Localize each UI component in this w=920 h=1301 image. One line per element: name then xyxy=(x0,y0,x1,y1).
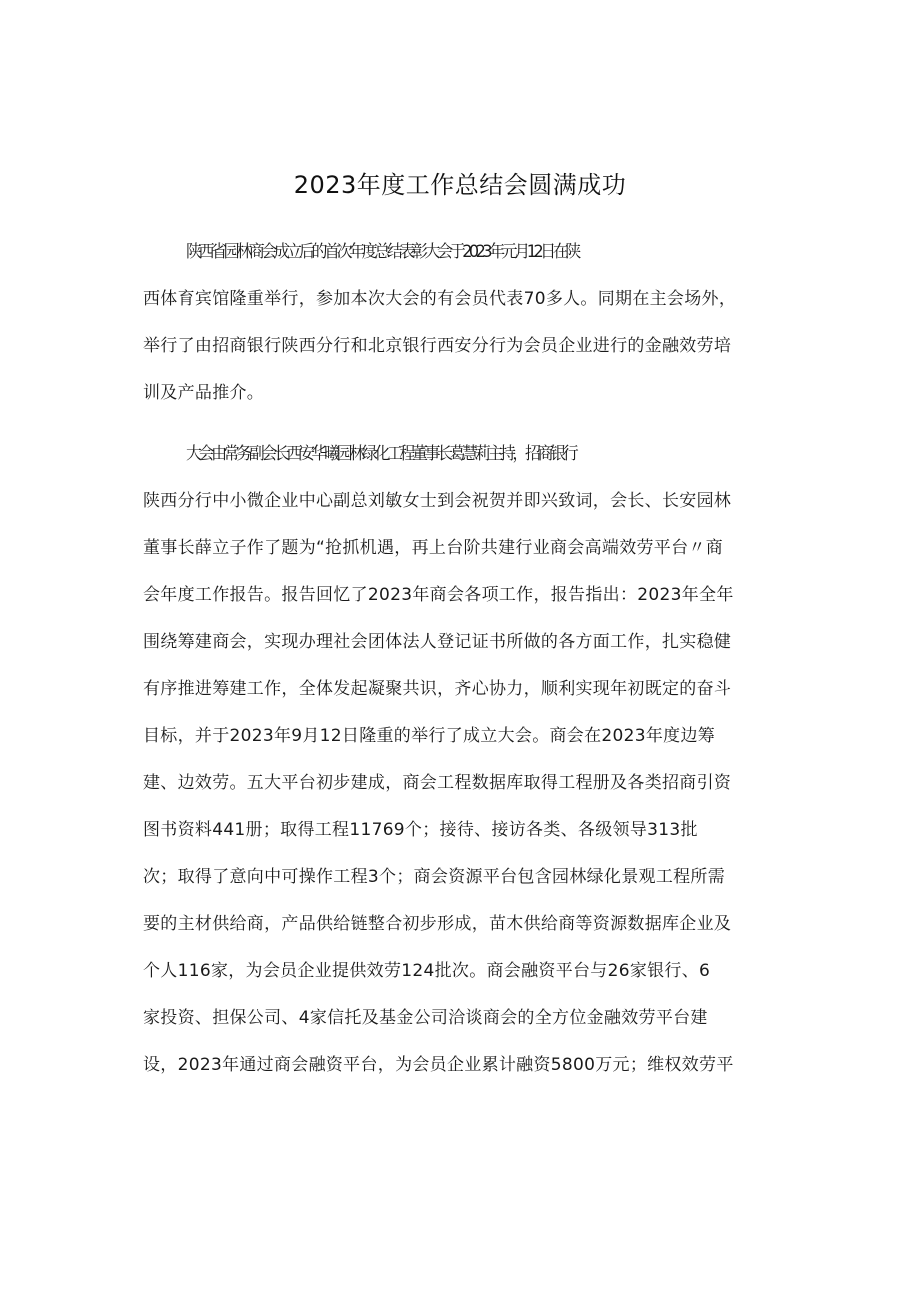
paragraph-line: 设，2023年通过商会融资平台，为会员企业累计融资5800万元；维权效劳平 xyxy=(143,1055,734,1075)
paragraph-line: 西体育宾馆隆重举行，参加本次大会的有会员代表70多人。同期在主会场外， xyxy=(143,289,737,309)
paragraph-line: 训及产品推介。 xyxy=(143,383,265,403)
paragraph-line: 大会由常务副会长西安华曦园林绿化工程董事长葛慧莉主持，招商银行 xyxy=(186,444,576,464)
paragraph-line: 次；取得了意向中可操作工程3个；商会资源平台包含园林绿化景观工程所需 xyxy=(143,867,726,887)
paragraph-line: 陕西分行中小微企业中心副总刘敏女士到会祝贺并即兴致词，会长、长安园林 xyxy=(143,491,732,511)
paragraph-line: 围绕筹建商会，实现办理社会团体法人登记证书所做的各方面工作，扎实稳健 xyxy=(143,632,732,652)
document-title: 2023年度工作总结会圆满成功 xyxy=(293,171,627,199)
paragraph-line: 有序推进筹建工作，全体发起凝聚共识，齐心协力，顺利实现年初既定的奋斗 xyxy=(143,679,732,699)
paragraph-line: 董事长薛立子作了题为“抢抓机遇，再上台阶共建行业商会高端效劳平台〃商 xyxy=(143,538,724,558)
paragraph-line: 要的主材供给商，产品供给链整合初步形成，苗木供给商等资源数据库企业及 xyxy=(143,914,732,934)
paragraph-line: 陕西省园林商会成立后的首次年度总结表彰大会于2023年元月12日在陕 xyxy=(186,242,578,262)
paragraph-line: 家投资、担保公司、4家信托及基金公司洽谈商会的全方位金融效劳平台建 xyxy=(143,1008,708,1028)
paragraph-line: 建、边效劳。五大平台初步建成，商会工程数据库取得工程册及各类招商引资 xyxy=(143,773,732,793)
paragraph-line: 举行了由招商银行陕西分行和北京银行西安分行为会员企业进行的金融效劳培 xyxy=(143,336,732,356)
paragraph-line: 会年度工作报告。报告回忆了2023年商会各项工作，报告指出：2023年全年 xyxy=(143,585,734,605)
paragraph-line: 目标，并于2023年9月12日隆重的举行了成立大会。商会在2023年度边筹 xyxy=(143,726,716,746)
paragraph-line: 图书资料441册；取得工程11769个；接待、接访各类、各级领导313批 xyxy=(143,820,698,840)
paragraph-line: 个人116家，为会员企业提供效劳124批次。商会融资平台与26家银行、6 xyxy=(143,961,711,981)
